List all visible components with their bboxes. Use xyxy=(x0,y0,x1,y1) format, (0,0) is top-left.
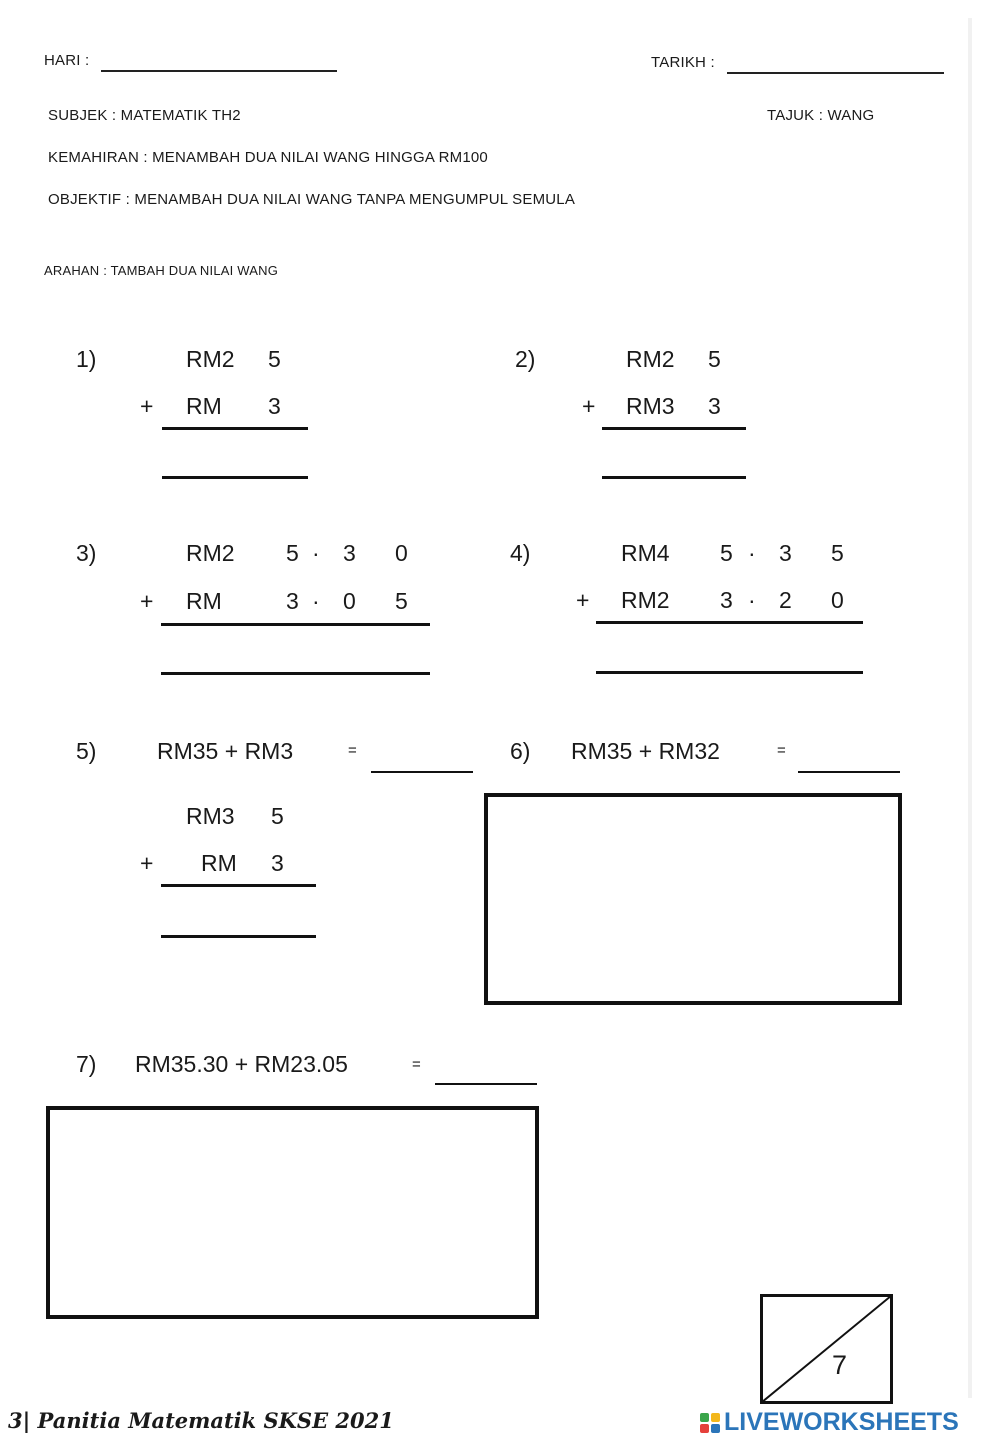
q3-number: 3) xyxy=(76,540,97,566)
q1-row2-rm: RM xyxy=(186,393,222,419)
q4-row2-sen2: 0 xyxy=(831,587,844,613)
page-edge xyxy=(968,18,972,1398)
q3-plus: + xyxy=(140,588,154,614)
q3-answer-line[interactable] xyxy=(161,672,430,675)
q5-expression: RM35 + RM3 xyxy=(157,738,294,764)
q3-row2-sen1: 0 xyxy=(343,588,356,614)
q5-sum-line xyxy=(161,884,316,887)
q1-number: 1) xyxy=(76,346,97,372)
q1-row1-rm: RM2 xyxy=(186,346,235,372)
q1-row2-digit: 3 xyxy=(268,393,281,419)
q3-row1-sen1: 3 xyxy=(343,540,356,566)
q7-answer-line[interactable] xyxy=(435,1083,537,1085)
q5-row2-digit: 3 xyxy=(271,850,284,876)
q4-number: 4) xyxy=(510,540,531,566)
q5-number: 5) xyxy=(76,738,97,764)
brand-text: LIVEWORKSHEETS xyxy=(724,1408,959,1436)
hari-input-line[interactable] xyxy=(101,70,337,72)
q2-row1-digit: 5 xyxy=(708,346,721,372)
q5-row1-rm: RM3 xyxy=(186,803,235,829)
q4-row1-sen2: 5 xyxy=(831,540,844,566)
q5-plus: + xyxy=(140,850,154,876)
liveworksheets-logo-icon xyxy=(700,1413,720,1433)
q6-equals: = xyxy=(777,742,786,759)
footer-credit: 3| Panitia Matematik SKSE 2021 xyxy=(8,1408,394,1433)
q7-expression: RM35.30 + RM23.05 xyxy=(135,1051,348,1077)
q3-row1-rm: RM2 xyxy=(186,540,235,566)
q2-row2-digit: 3 xyxy=(708,393,721,419)
q4-answer-line[interactable] xyxy=(596,671,863,674)
q1-row1-digit: 5 xyxy=(268,346,281,372)
q2-row2-rm: RM3 xyxy=(626,393,675,419)
q3-row2-digit: 3 xyxy=(286,588,299,614)
hari-label: HARI : xyxy=(44,52,90,69)
q6-working-box[interactable] xyxy=(484,793,902,1005)
q6-expression: RM35 + RM32 xyxy=(571,738,720,764)
q2-row1-rm: RM2 xyxy=(626,346,675,372)
q4-row2-dot: · xyxy=(748,587,756,613)
q3-row2-sen2: 5 xyxy=(395,588,408,614)
arahan-text: ARAHAN : TAMBAH DUA NILAI WANG xyxy=(44,263,279,278)
q5-row2-rm: RM xyxy=(201,850,237,876)
subjek-text: SUBJEK : MATEMATIK TH2 xyxy=(48,107,241,124)
q1-answer-line[interactable] xyxy=(162,476,308,479)
q2-plus: + xyxy=(582,393,596,419)
q3-row1-dot: · xyxy=(312,540,320,566)
q5-equals: = xyxy=(348,742,357,759)
q5-row1-digit: 5 xyxy=(271,803,284,829)
q5-answer-line[interactable] xyxy=(371,771,473,773)
q3-row2-rm: RM xyxy=(186,588,222,614)
q4-plus: + xyxy=(576,587,590,613)
q1-sum-line xyxy=(162,427,308,430)
tarikh-label: TARIKH : xyxy=(651,54,715,71)
q4-sum-line xyxy=(596,621,863,624)
score-box-frame xyxy=(760,1294,893,1404)
q3-row1-digit: 5 xyxy=(286,540,299,566)
q4-row2-sen1: 2 xyxy=(779,587,792,613)
q4-row2-digit: 3 xyxy=(720,587,733,613)
kemahiran-text: KEMAHIRAN : MENAMBAH DUA NILAI WANG HINGGA RM100 xyxy=(48,149,488,166)
q4-row1-rm: RM4 xyxy=(621,540,670,566)
score-box xyxy=(760,1294,893,1404)
liveworksheets-brand[interactable] xyxy=(700,1408,959,1437)
score-total: 7 xyxy=(832,1350,848,1380)
q6-number: 6) xyxy=(510,738,531,764)
objektif-text: OBJEKTIF : MENAMBAH DUA NILAI WANG TANPA MENGUMPUL SEMULA xyxy=(48,191,576,208)
q1-plus: + xyxy=(140,393,154,419)
q3-row2-dot: · xyxy=(312,588,320,614)
q4-row1-digit: 5 xyxy=(720,540,733,566)
q7-working-box[interactable] xyxy=(46,1106,539,1319)
q6-answer-line[interactable] xyxy=(798,771,900,773)
tarikh-input-line[interactable] xyxy=(727,72,944,74)
q3-sum-line xyxy=(161,623,430,626)
q4-row2-rm: RM2 xyxy=(621,587,670,613)
q2-number: 2) xyxy=(515,346,536,372)
q2-sum-line xyxy=(602,427,746,430)
q7-equals: = xyxy=(412,1056,421,1073)
q4-row1-sen1: 3 xyxy=(779,540,792,566)
q7-number: 7) xyxy=(76,1051,97,1077)
q3-row1-sen2: 0 xyxy=(395,540,408,566)
q2-answer-line[interactable] xyxy=(602,476,746,479)
q5-working-answer-line[interactable] xyxy=(161,935,316,938)
q4-row1-dot: · xyxy=(748,540,756,566)
tajuk-text: TAJUK : WANG xyxy=(767,107,875,124)
